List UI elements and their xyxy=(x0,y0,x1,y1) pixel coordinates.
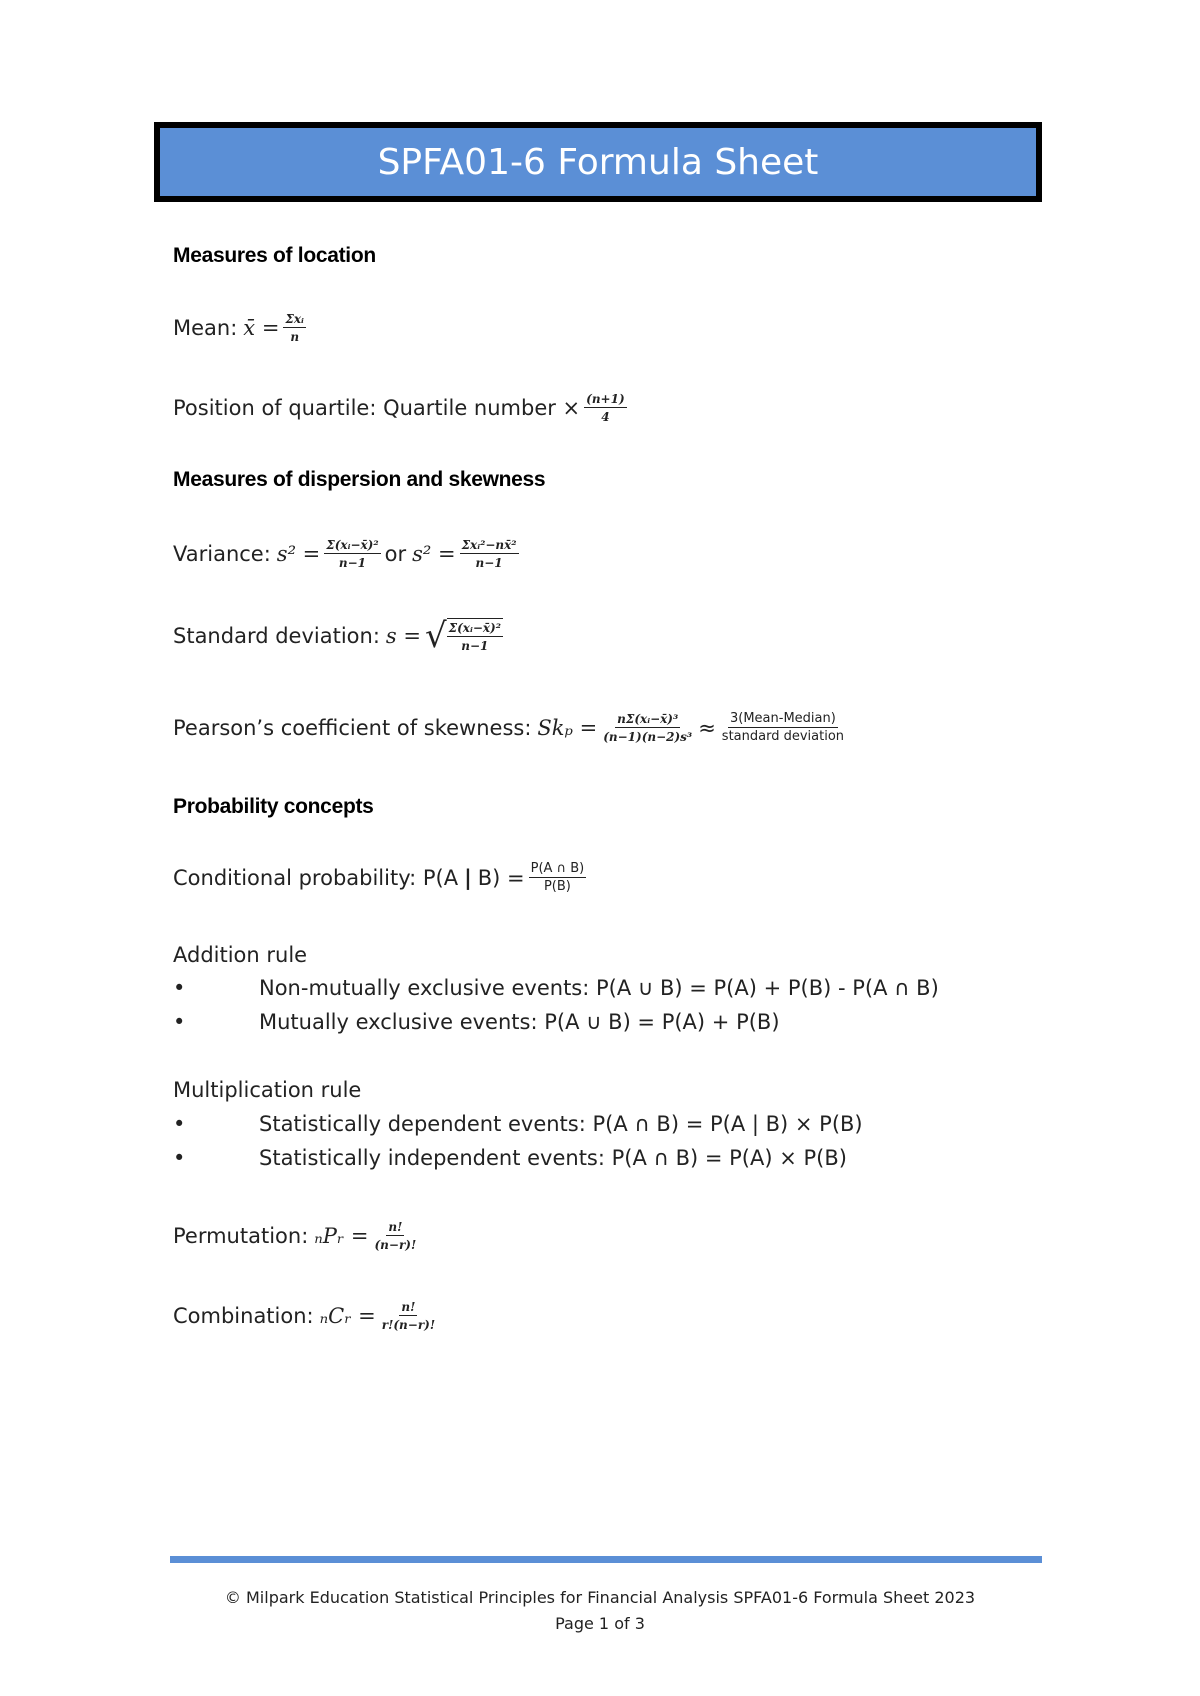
combination-label: Combination: xyxy=(173,1304,314,1328)
conditional-label: Conditional probability: P(A xyxy=(173,866,459,890)
addition-item-text: Non-mutually exclusive events: P(A ∪ B) = P(A) + P(B) - P(A ∩ B) xyxy=(259,976,939,1000)
permutation-fraction xyxy=(372,1220,418,1252)
variance-or: or xyxy=(384,542,407,566)
variance-numerator-2: Σxᵢ²−nx̄² xyxy=(461,538,517,552)
sd-formula xyxy=(173,616,503,656)
mean-denominator: n xyxy=(290,330,300,344)
combination-formula xyxy=(173,1300,441,1332)
skew-lhs: Skₚ = xyxy=(537,716,598,740)
skewness-formula xyxy=(173,712,850,744)
skew-approx: ≈ xyxy=(698,716,716,740)
combination-denominator: r!(n−r)! xyxy=(381,1318,436,1332)
mean-formula xyxy=(173,312,310,344)
sd-lhs: s = xyxy=(385,623,421,648)
permutation-lhs: ₙPᵣ = xyxy=(314,1224,369,1248)
heading-location: Measures of location xyxy=(173,244,376,267)
skew-denominator-1: (n−1)(n−2)s³ xyxy=(603,730,693,744)
variance-fraction-1 xyxy=(324,538,380,570)
skew-label: Pearson’s coefficient of skewness: xyxy=(173,716,532,740)
footer-copyright: © Milpark Education Statistical Principles for Financial Analysis SPFA01-6 Formula Sheet 2023 xyxy=(224,1588,976,1607)
permutation-label: Permutation: xyxy=(173,1224,309,1248)
conditional-bar: | xyxy=(464,866,472,890)
mean-lhs: x̄ = xyxy=(243,316,280,340)
list-item xyxy=(173,1112,863,1136)
skew-fraction-1 xyxy=(601,712,694,744)
permutation-denominator: (n−r)! xyxy=(374,1238,417,1252)
conditional-denominator: P(B) xyxy=(543,879,571,894)
quartile-formula xyxy=(173,392,631,424)
footer-divider xyxy=(170,1556,1042,1563)
conditional-formula xyxy=(173,862,590,894)
quartile-label: Position of quartile: Quartile number × xyxy=(173,396,581,420)
bullet-icon: • xyxy=(173,1010,186,1034)
sd-denominator: n−1 xyxy=(461,639,489,653)
sd-label: Standard deviation: xyxy=(173,623,380,648)
skew-denominator-2: standard deviation xyxy=(721,729,845,744)
bullet-icon: • xyxy=(173,1146,186,1170)
skew-numerator-1: nΣ(xᵢ−x̄)³ xyxy=(617,712,679,726)
variance-fraction-2 xyxy=(460,538,519,570)
combination-fraction xyxy=(380,1300,437,1332)
sd-fraction xyxy=(447,621,503,653)
heading-probability: Probability concepts xyxy=(173,795,374,818)
addition-rule-title xyxy=(173,943,307,967)
list-item xyxy=(173,976,939,1000)
quartile-fraction xyxy=(584,392,626,424)
variance-label: Variance: xyxy=(173,542,271,566)
conditional-numerator: P(A ∩ B) xyxy=(530,861,585,876)
multiplication-item-text: Statistically independent events: P(A ∩ B) = P(A) × P(B) xyxy=(259,1146,847,1170)
permutation-numerator: n! xyxy=(388,1220,403,1234)
addition-item-text: Mutually exclusive events: P(A ∪ B) = P(A) + P(B) xyxy=(259,1010,780,1034)
title-banner xyxy=(154,122,1042,202)
combination-lhs: ₙCᵣ = xyxy=(319,1304,376,1328)
addition-rule-label: Addition rule xyxy=(173,943,308,967)
combination-numerator: n! xyxy=(401,1300,416,1314)
variance-denominator-1: n−1 xyxy=(338,556,366,570)
list-item xyxy=(173,1146,847,1170)
sqrt-symbol xyxy=(424,616,503,656)
multiplication-rule-title xyxy=(173,1078,361,1102)
variance-lhs-2: s² = xyxy=(412,542,456,566)
multiplication-item-text: Statistically dependent events: P(A ∩ B) = P(A | B) × P(B) xyxy=(259,1112,863,1136)
quartile-numerator: (n+1) xyxy=(586,392,625,406)
heading-dispersion: Measures of dispersion and skewness xyxy=(173,468,546,491)
page-title: SPFA01-6 Formula Sheet xyxy=(377,141,819,183)
mean-fraction xyxy=(283,312,306,344)
multiplication-rule-label: Multiplication rule xyxy=(173,1078,362,1102)
mean-numerator: Σxᵢ xyxy=(285,312,304,326)
variance-numerator-1: Σ(xᵢ−x̄)² xyxy=(326,538,379,552)
bullet-icon: • xyxy=(173,1112,186,1136)
variance-denominator-2: n−1 xyxy=(475,556,503,570)
conditional-rest: B) = xyxy=(477,866,525,890)
page-number: Page 1 of 3 xyxy=(555,1614,645,1633)
sd-numerator: Σ(xᵢ−x̄)² xyxy=(448,621,501,635)
radical-icon: √ xyxy=(424,616,447,656)
variance-lhs: s² = xyxy=(276,542,321,566)
variance-formula xyxy=(173,538,523,570)
bullet-icon: • xyxy=(173,976,186,1000)
quartile-denominator: 4 xyxy=(601,410,610,424)
mean-label: Mean: xyxy=(173,316,238,340)
permutation-formula xyxy=(173,1220,422,1252)
skew-fraction-2 xyxy=(720,712,846,744)
skew-numerator-2: 3(Mean-Median) xyxy=(730,711,836,726)
conditional-fraction xyxy=(529,862,587,894)
list-item xyxy=(173,1010,780,1034)
